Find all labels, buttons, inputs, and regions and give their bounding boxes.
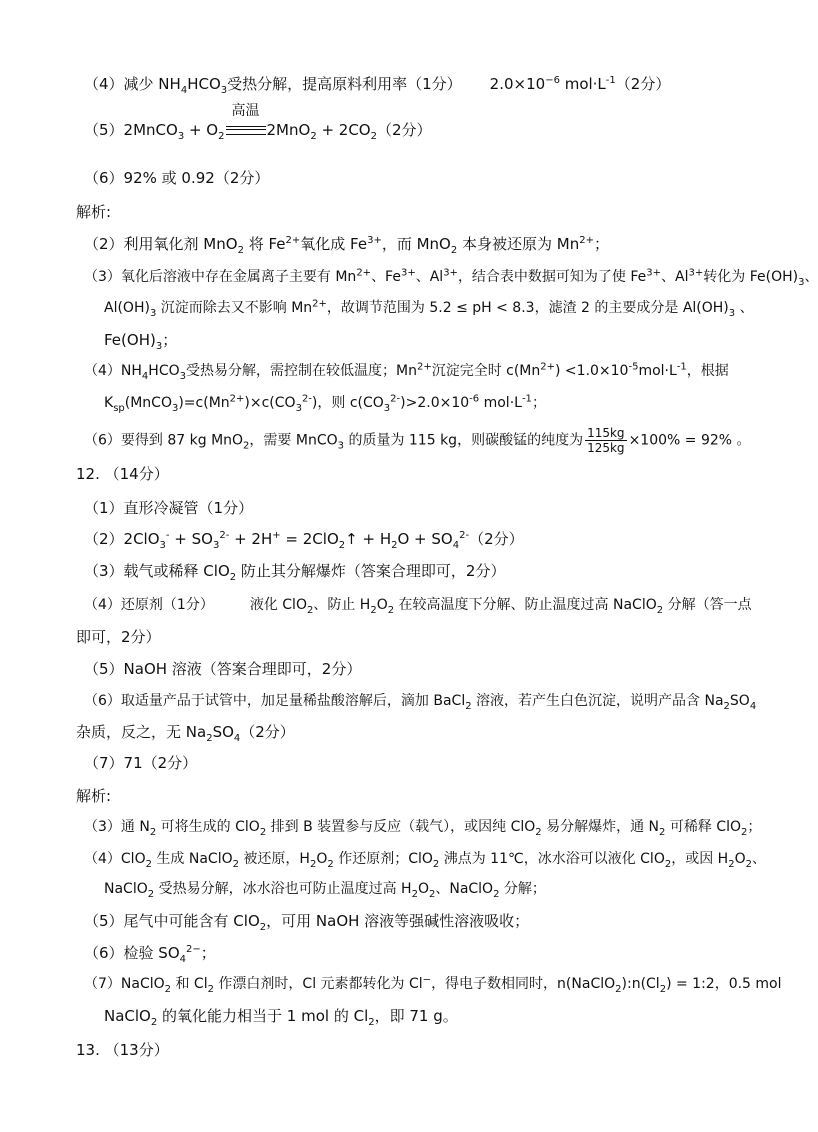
analysis-12-5: （5）尾气中可能含有 ClO$_2$，可用 NaOH 溶液等强碱性溶液吸收；	[84, 912, 530, 933]
analysis-12-7: （7）NaClO$_2$ 和 $Cl_2$ 作漂白剂时，Cl 元素都转化为 Cl−，得电子数相同时，$n(NaClO_2):n(Cl_2)$ = 1:2，0.5 mol	[84, 974, 782, 995]
answer-12-6: （6）取适量产品于试管中，加足量稀盐酸溶解后，滴加 BaCl$_2$ 溶液，若产生白色沉淀，说明产品含 $Na_2SO_4$	[84, 693, 757, 712]
answer-11-6: （6）92% 或 0.92（2分）	[84, 169, 270, 187]
analysis-heading-11: 解析:	[76, 203, 112, 221]
answer-12-6-cont: 杂质，反之，无 $Na_2SO_4(2$分）	[76, 723, 295, 744]
analysis-12-7-cont: NaClO$_2$ 的氧化能力相当于 1 mol 的 $Cl_2$，即 71 g。	[104, 1007, 458, 1028]
analysis-11-3-end: $Fe(OH)_3$；	[104, 331, 178, 352]
answer-12-5: （5）NaOH 溶液（答案合理即可，2分）	[84, 660, 362, 678]
analysis-11-3: （3）氧化后溶液中存在金属离子主要有 $Mn^{2+}$、$Fe^{3+}$、$Al^{3+}$，结合表中数据可知为了使 $Fe^{3+}$、$Al^{3+}$转化为 $Fe(OH)_3$、	[84, 267, 818, 288]
question-13-heading: 13. （13分）	[76, 1041, 169, 1059]
answer-11-4: （4）减少 $NH_4HCO_3$受热分解，提高原料利用率（1分） $2.0\times 10^{-6}$ $mol\cdot L^{-1}(2$分）	[84, 75, 671, 96]
analysis-11-3-cont: $Al(OH)_3$ 沉淀而除去又不影响 $Mn^{2+}$，故调节范围为 5.2 ≤ pH < 8.3，滤渣 2 的主要成分是 $Al(OH)_3$ 、	[104, 298, 754, 319]
analysis-heading-12: 解析:	[76, 787, 112, 805]
analysis-12-4: （4）ClO$_2$ 生成 NaClO$_2$ 被还原，$H_2O_2$ 作还原剂；ClO$_2$ 沸点为 11℃，冰水浴可以液化 ClO$_2$，或因 $H_2O_2$、	[84, 851, 766, 870]
purity-fraction: $\frac{115kg}{125kg}$	[587, 426, 625, 455]
analysis-12-3: （3）通 $N_2$ 可将生成的 ClO$_2$ 排到 B 装置参与反应（载气），或因纯 ClO$_2$ 易分解爆炸，通 $N_2$ 可稀释 ClO$_2$；	[84, 819, 762, 838]
analysis-12-4-cont: NaClO$_2$ 受热易分解，冰水浴也可防止温度过高 $H_2O_2$、NaClO$_2$ 分解；	[104, 881, 546, 900]
reaction-condition: 高温	[226, 120, 266, 140]
analysis-11-2: （2）利用氧化剂 MnO$_2$ 将 $Fe^{2+}$氧化成 $Fe^{3+}$，而 MnO$_2$ 本身被还原为 $Mn^{2+}$；	[84, 235, 610, 256]
answer-12-1: （1）直形冷凝管（1分）	[84, 499, 254, 517]
analysis-11-6: （6）要得到 87 kg MnO$_2$，需要 MnCO$_3$ 的质量为 115 kg，则碳酸锰的纯度为 $\frac{115kg}{125kg}$ ×100% = 92% 。	[84, 426, 751, 455]
answer-11-5: （5）2MnCO$_3$ + $O_2$ 高温 $2MnO_2 + 2CO_2(2$分）	[84, 103, 432, 142]
answer-12-2: $(2)2ClO_3^- + SO_3^{2-} + 2H^+$ = 2ClO$_2$↑ + $H_2O + SO_4^{2-}(2$分）	[84, 530, 524, 551]
answer-12-3: （3）载气或稀释 ClO$_2$ 防止其分解爆炸（答案合理即可，2分）	[84, 562, 506, 583]
answer-12-4: （4）还原剂（1分） 液化 ClO$_2$、防止 $H_2O_2$ 在较高温度下分解、防止温度过高 NaClO$_2$ 分解（答一点	[84, 597, 752, 616]
answer-12-7: （7）71（2分）	[84, 754, 198, 772]
analysis-11-4: $(4)NH_4HCO_3$受热易分解，需控制在较低温度；$Mn^{2+}$沉淀完全时 $c(Mn^{2+}) <1.0\times 10^{-5}mol\cdot L^{-1}$，根据	[84, 361, 729, 382]
analysis-11-4-cont: $K_{sp}(MnCO_3)=c(Mn^{2+})\times c(CO_3^{2-})$，则 $c(CO_3^{2-})>2.0\times 10^{-6}$ $mol\cdot L^{-1}$；	[104, 393, 546, 414]
question-12-heading: 12. （14分）	[76, 465, 169, 483]
analysis-12-6: （6）检验 $SO_4^{2-}$；	[84, 944, 216, 965]
answer-12-4-cont: 即可，2分）	[76, 628, 161, 646]
